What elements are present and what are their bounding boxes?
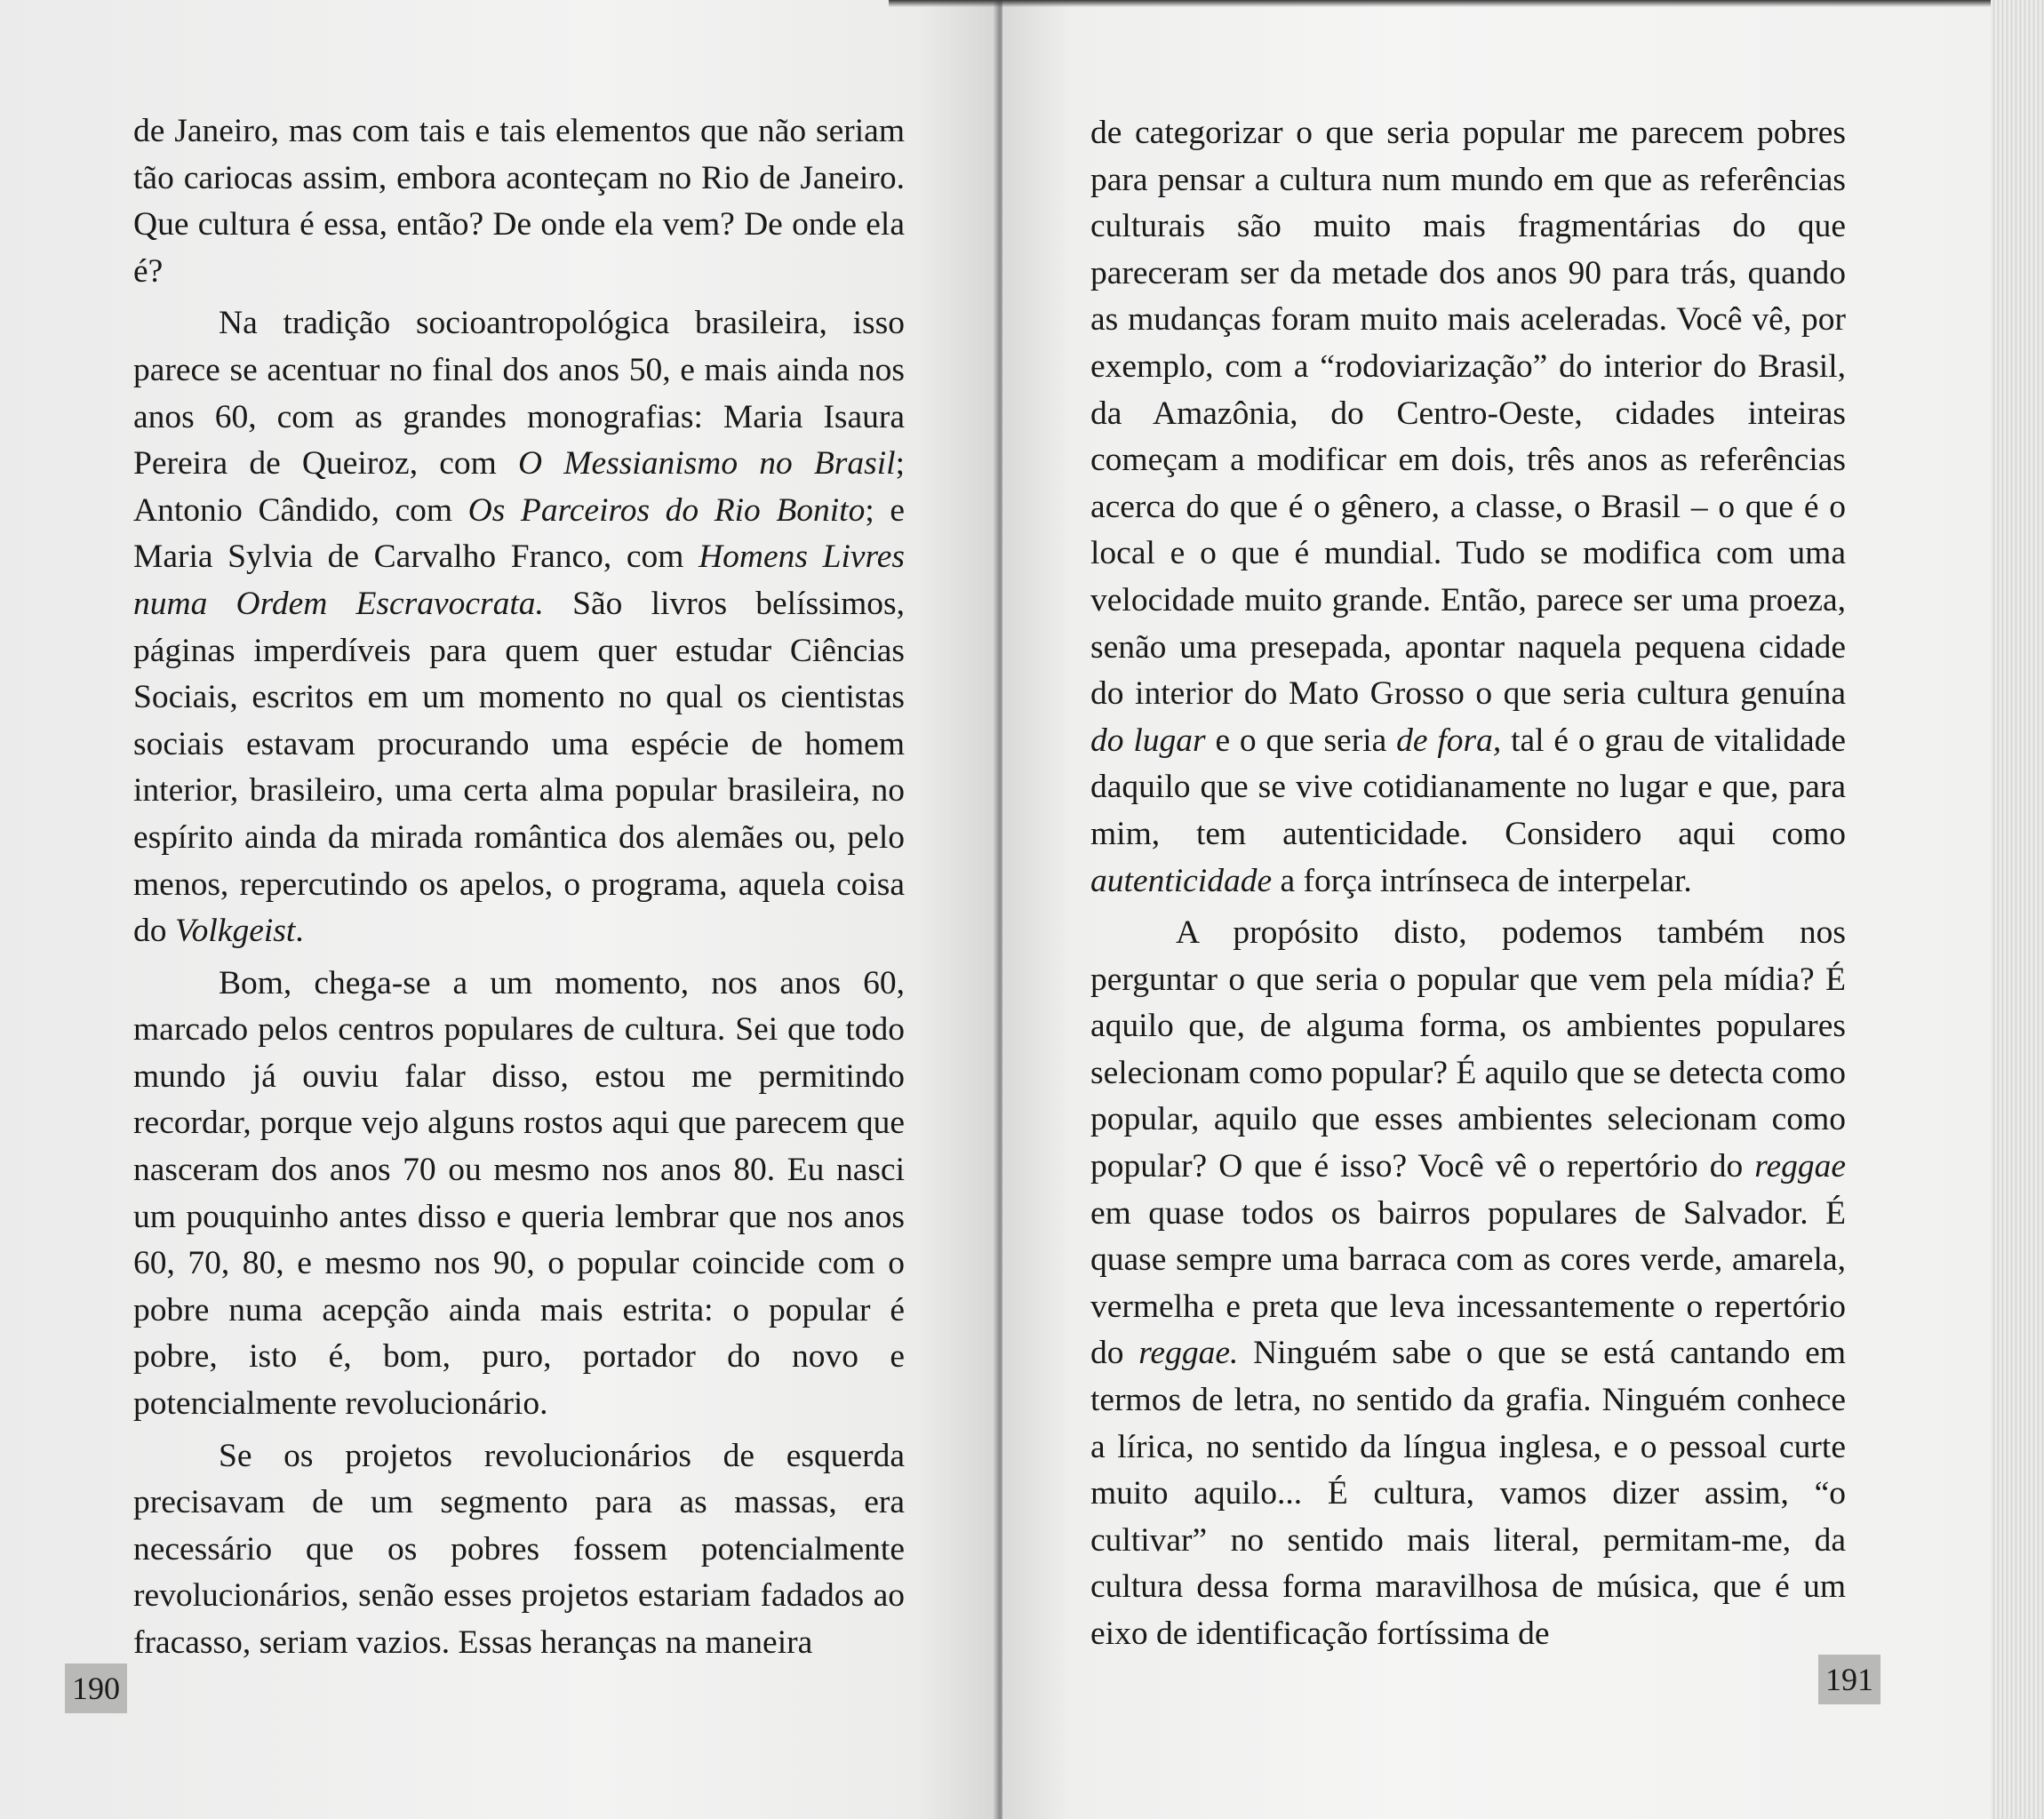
text-run: de categorizar o que seria popular me parecem pobres para pensar a cultura num mundo em que as referências culturais são muito mais fragmentárias do que pareceram ser da metade dos anos 90 para trás, quando as mudanças foram muito mais aceleradas. Você vê, por exemplo, com a “rodoviarização” do interior do Brasil, da Amazônia, do Centro-Oeste, cidades inteiras começam a modificar em dois, três anos as referências acerca do que é o gênero, a classe, o Brasil – o que é o local e o que é mundial. Tudo se modifica com uma velocidade muito grande. Então, parece ser uma proeza, senão uma presepada, apontar naquela pequena cidade do interior do Mato Grosso o que seria cultura genuína: [1090, 115, 1846, 713]
page-edges: [1991, 0, 2044, 1819]
italic-text: O Messianismo no Brasil: [517, 445, 896, 483]
text-run: em quase todos os bairros populares de Salvador. É quase sempre uma barraca com as cores verde, amarela, vermelha e preta que leva incessantemente o repertório do: [1090, 1194, 1846, 1372]
text-run: São livros belíssimos, páginas imperdíveis para quem quer estudar Ciências Sociais, escritos em um momento no qual os cientistas sociais estavam procurando uma espécie de homem interior, brasileiro, uma certa alma popular brasileira, no espírito ainda da mirada romântica dos alemães ou, pelo menos, repercutindo os apelos, o programa, aquela coisa do: [133, 585, 905, 950]
text-run: a força intrínseca de interpelar.: [1272, 862, 1692, 899]
left-page-text: [133, 108, 905, 1667]
italic-text: de fora,: [1396, 722, 1502, 759]
text-run: A propósito disto, podemos também nos perguntar o que seria o popular que vem pela mídia? É aquilo que, de alguma forma, os ambientes populares selecionam como popular? É aquilo que se detecta como popular, aquilo que esses ambientes selecionam como popular? O que é isso? Você vê o repertório do: [1090, 914, 1846, 1185]
paragraph: [133, 108, 905, 295]
text-run: e o que seria: [1205, 722, 1397, 759]
text-run: de Janeiro, mas com tais e tais elementos que não seriam tão cariocas assim, embora aconteçam no Rio de Janeiro. Que cultura é essa, então? De onde ela vem? De onde ela é?: [133, 113, 905, 290]
text-run: Na tradição socioantropológica brasileira, isso parece se acentuar no final dos anos 50, e mais ainda nos anos 60, com as grandes monografias: Maria Isaura Pereira de Queiroz, com: [133, 305, 905, 483]
top-shadow: [889, 0, 1991, 7]
text-run: Se os projetos revolucionários de esquerda precisavam de um segmento para as massas, era necessário que os pobres fossem potencialmente revolucionários, senão esses projetos estariam fadados ao fracasso, seriam vazios. Essas heranças na maneira: [133, 1437, 905, 1661]
italic-text: reggae: [1754, 1148, 1846, 1185]
paragraph: [133, 961, 905, 1428]
right-page-text: [1090, 110, 1846, 1658]
text-run: Ninguém sabe o que se está cantando em termos de letra, no sentido da grafia. Ninguém conhece a lírica, no sentido da língua inglesa, e o pessoal curte muito aquilo... É cultura, vamos dizer assim, “o cultivar” no sentido mais literal, permitam-me, da cultura dessa forma maravilhosa de música, que é um eixo de identificação fortíssima de: [1090, 1335, 1846, 1652]
text-run: ; Antonio Cândido, com: [133, 445, 906, 529]
left-page: [0, 0, 997, 1819]
italic-text: autenticidade: [1090, 862, 1273, 899]
right-page: [1002, 0, 1991, 1819]
text-run: ; e Maria Sylvia de Carvalho Franco, com: [133, 491, 905, 576]
page-number-right: 191: [1818, 1655, 1880, 1704]
italic-text: Homens Livres numa Ordem Escravocrata.: [133, 539, 905, 622]
italic-text: Os Parceiros do Rio Bonito: [467, 491, 866, 529]
italic-text: reggae.: [1138, 1335, 1239, 1372]
italic-text: do lugar: [1090, 722, 1206, 759]
text-run: Bom, chega-se a um momento, nos anos 60, marcado pelos centros populares de cultura. Sei que todo mundo já ouviu falar disso, estou me permitindo recordar, porque vejo alguns rostos aqui que parecem que nasceram dos anos 70 ou mesmo nos anos 80. Eu nasci um pouquinho antes disso e queria lembrar que nos anos 60, 70, 80, e mesmo nos 90, o popular coincide com o pobre numa acepção ainda mais estrita: o popular é pobre, isto é, bom, puro, portador do novo e potencialmente revolucionário.: [133, 964, 905, 1423]
page-number-left: 190: [65, 1663, 127, 1713]
paragraph: [133, 1433, 905, 1667]
paragraph: [133, 300, 905, 954]
text-run: tal é o grau de vitalidade daquilo que se vive cotidianamente no lugar e que, para mim, tem autenticidade. Considero aqui como: [1090, 722, 1846, 852]
italic-text: Volkgeist: [174, 913, 296, 950]
paragraph: [1090, 910, 1846, 1658]
text-run: .: [295, 913, 304, 950]
paragraph: [1090, 110, 1846, 905]
